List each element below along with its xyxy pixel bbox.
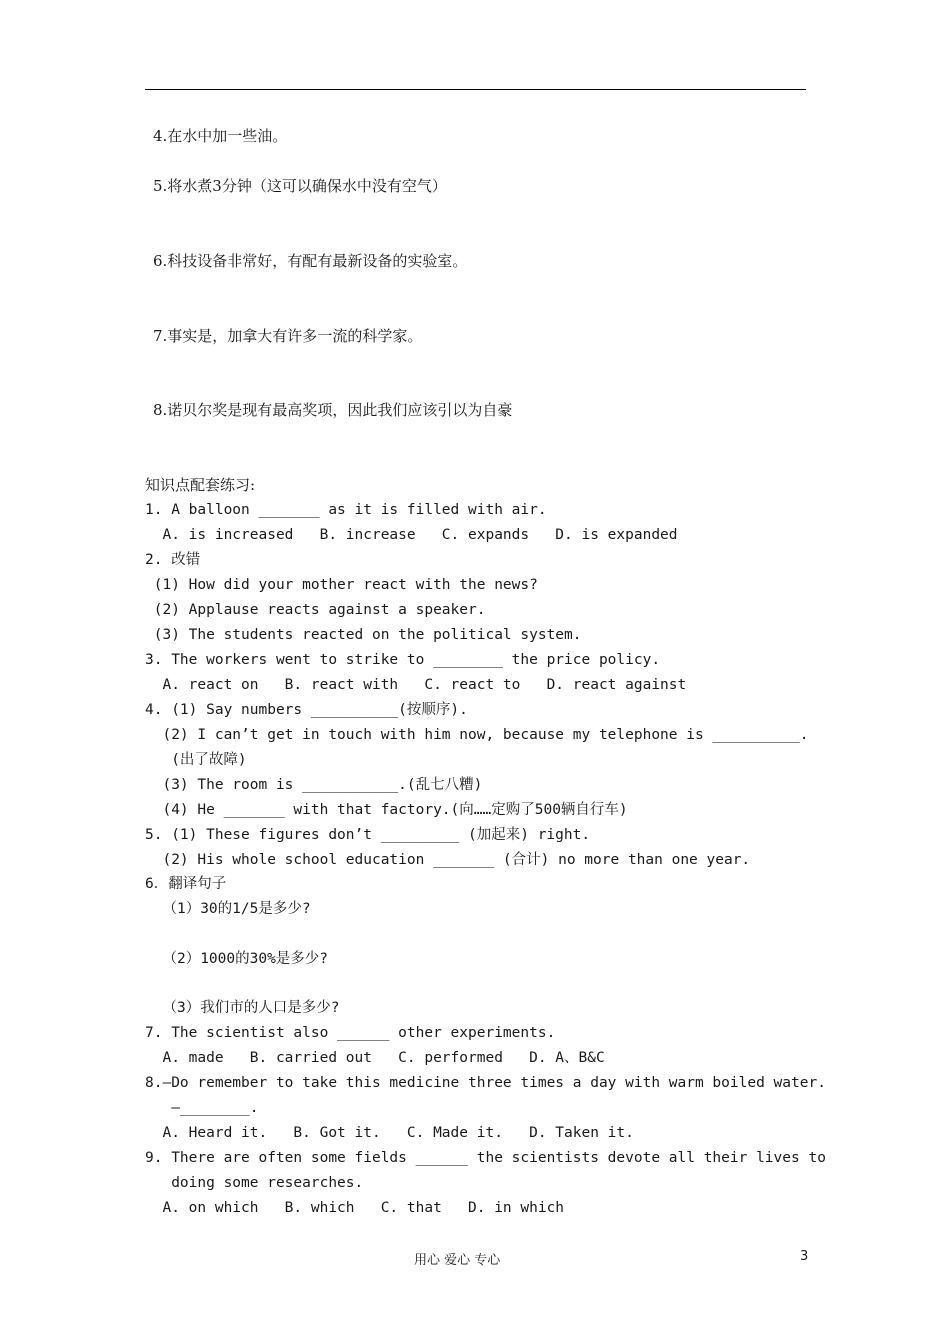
exercise-line: 5. (1) These figures don’t _________ (加起来) right. — [145, 827, 591, 843]
exercise-line: 2. 改错 — [145, 552, 201, 568]
exercise-line: 8.—Do remember to take this medicine three times a day with warm boiled water. — [145, 1075, 826, 1091]
exercise-line: A. react on B. react with C. react to D. react against — [145, 677, 687, 693]
exercise-line: 3. The workers went to strike to ________ the price policy. — [145, 652, 661, 668]
translation-item: 8.诺贝尔奖是现有最高奖项，因此我们应该引以为自豪 — [153, 401, 513, 419]
translation-item: 7.事实是，加拿大有许多一流的科学家。 — [153, 327, 423, 345]
exercise-line: 6．翻译句子 — [145, 876, 227, 892]
header-rule — [145, 89, 806, 90]
exercise-line: A. is increased B. increase C. expands D. is expanded — [145, 527, 678, 543]
exercise-line: (出了故障) — [145, 752, 247, 768]
exercise-line: （2）1000的30%是多少? — [145, 951, 329, 967]
exercise-line: (3) The room is ___________.(乱七八糟) — [145, 777, 483, 793]
translation-item: 6.科技设备非常好，有配有最新设备的实验室。 — [153, 252, 468, 270]
exercise-line: （3）我们市的人口是多少? — [145, 1000, 340, 1016]
exercise-line: (2) His whole school education _______ (合计) no more than one year. — [145, 852, 751, 868]
exercise-line: A. made B. carried out C. performed D. A、B&C — [145, 1050, 605, 1066]
page-number: 3 — [800, 1249, 809, 1264]
exercise-line: A. Heard it. B. Got it. C. Made it. D. Taken it. — [145, 1125, 634, 1141]
exercise-line: (2) Applause reacts against a speaker. — [145, 602, 486, 618]
exercise-line: 9. There are often some fields ______ the scientists devote all their lives to — [145, 1150, 826, 1166]
translation-item: 4.在水中加一些油。 — [153, 127, 288, 145]
footer-text: 用心 爱心 专心 — [414, 1253, 501, 1268]
exercise-line: （1）30的1/5是多少? — [145, 901, 311, 917]
exercise-line: 4. (1) Say numbers __________(按顺序). — [145, 702, 468, 718]
exercise-line: —________. — [145, 1100, 259, 1116]
exercise-line: (1) How did your mother react with the news? — [145, 577, 538, 593]
exercise-line: 7. The scientist also ______ other experiments. — [145, 1025, 556, 1041]
exercise-line: (4) He _______ with that factory.(向……定购了500辆自行车) — [145, 802, 628, 818]
exercise-line: A. on which B. which C. that D. in which — [145, 1200, 565, 1216]
exercise-line: 1. A balloon _______ as it is filled with air. — [145, 502, 547, 518]
exercise-line: doing some researches. — [145, 1175, 364, 1191]
section-title: 知识点配套练习: — [145, 476, 256, 494]
exercise-line: (2) I can’t get in touch with him now, because my telephone is __________. — [145, 727, 809, 743]
translation-item: 5.将水煮3分钟（这可以确保水中没有空气） — [153, 177, 447, 195]
exercise-line: (3) The students reacted on the political system. — [145, 627, 582, 643]
